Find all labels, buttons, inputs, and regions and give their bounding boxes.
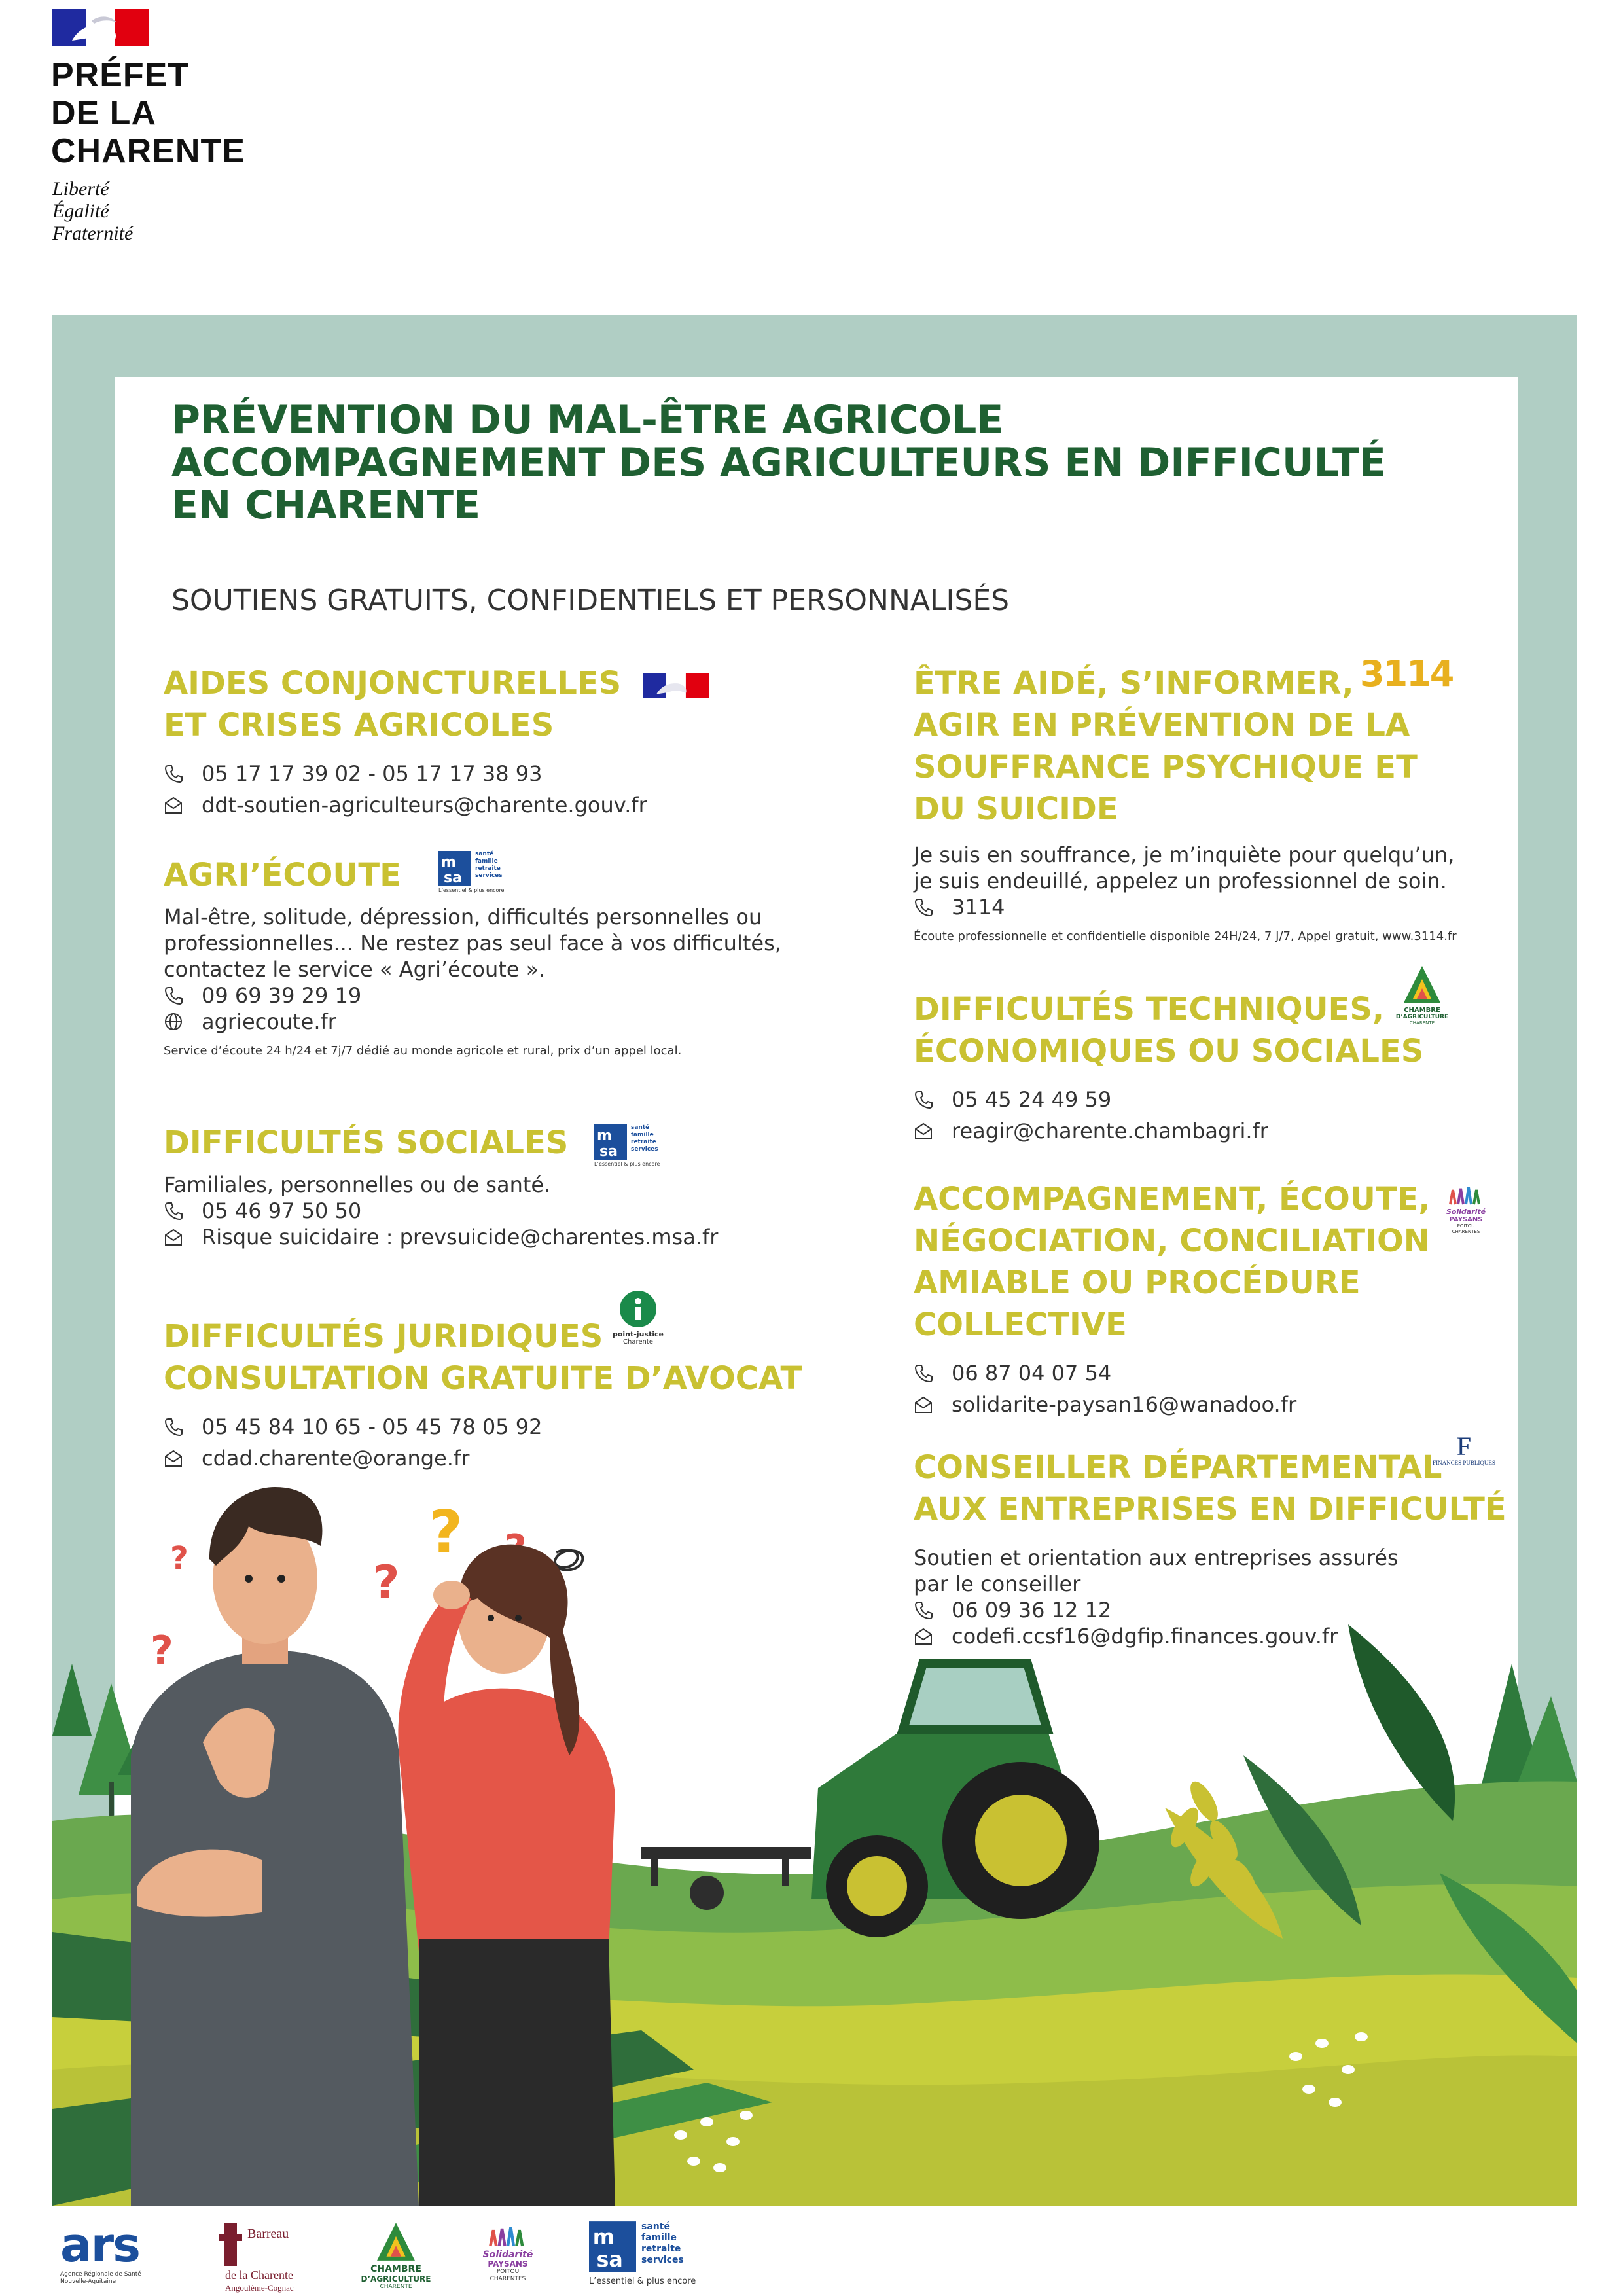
chambre-agriculture-logo: CHAMBRE D’AGRICULTURE CHARENTE: [353, 2221, 438, 2290]
question-mark-icon: ?: [373, 1556, 400, 1609]
globe-icon: [164, 1012, 183, 1031]
section-heading: AIDES CONJONCTURELLES ET CRISES AGRICOLES: [164, 665, 622, 744]
prefet-charente-title: PRÉFET DE LA CHARENTE: [51, 56, 245, 170]
service-note: Service d’écoute 24 h/24 et 7j/7 dédié au monde agricole et rural, prix d’un appel local.: [164, 1044, 682, 1058]
body-text: par le conseiller: [914, 1571, 1081, 1596]
solidarite-paysans-logo: Solidarité PAYSANS POITOU CHARENTES: [1440, 1182, 1492, 1235]
contact-phone: 09 69 39 29 19: [164, 982, 781, 1009]
section-heading: DIFFICULTÉS SOCIALES: [164, 1124, 569, 1161]
phone-icon: [164, 986, 183, 1005]
mail-icon: [914, 1121, 933, 1141]
msa-logo: m sa santé famille retraite services L’essentiel & plus encore: [589, 2221, 696, 2286]
marianne-flag-logo: [52, 9, 149, 46]
phone-icon: [164, 1417, 183, 1437]
contact-phone: 05 17 17 39 02 - 05 17 17 38 93: [164, 761, 647, 787]
mail-icon: [164, 1448, 183, 1468]
section-difficultes-juridiques: [164, 1316, 802, 1471]
section-difficultes-techniques: [914, 988, 1423, 1144]
phone-icon: [914, 1363, 933, 1383]
3114-logo: 3114: [1360, 653, 1454, 694]
contact-phone: 06 87 04 07 54: [914, 1360, 1431, 1386]
chambre-agriculture-logo: CHAMBRE D’AGRICULTURE CHARENTE: [1386, 965, 1458, 1026]
phone-icon: [164, 764, 183, 783]
mail-icon: [164, 1227, 183, 1247]
finances-publiques-logo: F FINANCES PUBLIQUES: [1433, 1431, 1495, 1466]
mail-icon: [914, 1626, 933, 1646]
msa-logo: m sa santé famille retraite services L’essentiel & plus encore: [594, 1124, 660, 1167]
svg-text:m: m: [592, 2225, 615, 2250]
mail-icon: [164, 795, 183, 815]
contact-website[interactable]: agriecoute.fr: [164, 1009, 781, 1035]
contact-phone: 05 45 24 49 59: [914, 1086, 1423, 1113]
state-logo: [643, 673, 709, 698]
section-etre-aide: [914, 662, 1457, 945]
svg-text:m: m: [597, 1128, 612, 1144]
phone-icon: [164, 1201, 183, 1221]
section-accompagnement: [914, 1178, 1431, 1418]
question-mark-icon: ?: [170, 1540, 188, 1577]
body-text: professionnelles... Ne restez pas seul face à vos difficultés,: [164, 931, 781, 956]
body-text: Je suis en souffrance, je m’inquiète pour quelqu’un,: [914, 842, 1455, 867]
republic-motto: Liberté Égalité Fraternité: [52, 178, 134, 244]
contact-phone: 05 46 97 50 50: [164, 1198, 718, 1224]
svg-text:sa: sa: [596, 2248, 623, 2272]
section-aides-conjoncturelles: [164, 662, 647, 818]
phone-icon: [914, 1090, 933, 1109]
poster-subtitle: SOUTIENS GRATUITS, CONFIDENTIELS ET PERSONNALISÉS: [171, 584, 1010, 617]
poster-title: PRÉVENTION DU MAL-ÊTRE AGRICOLE ACCOMPAGNEMENT DES AGRICULTEURS EN DIFFICULTÉ EN CHARENTE: [171, 397, 1386, 528]
contact-phone: 06 09 36 12 12: [914, 1597, 1507, 1623]
solidarite-paysans-logo: Solidarité PAYSANS POITOU CHARENTES: [475, 2221, 541, 2283]
contact-email[interactable]: reagir@charente.chambagri.fr: [914, 1118, 1423, 1144]
svg-text:sa: sa: [444, 870, 462, 886]
contact-email[interactable]: solidarite-paysan16@wanadoo.fr: [914, 1391, 1431, 1418]
section-heading: DIFFICULTÉS TECHNIQUES, ÉCONOMIQUES OU SOCIALES: [914, 991, 1424, 1069]
body-text: contactez le service « Agri’écoute ».: [164, 957, 546, 982]
phone-icon: [914, 1600, 933, 1620]
section-heading: AGRI’ÉCOUTE: [164, 857, 401, 893]
msa-logo: m sa santé famille retraite services L’essentiel & plus encore: [438, 851, 505, 893]
body-text: Soutien et orientation aux entreprises assurés: [914, 1545, 1399, 1570]
point-justice-logo: point-justice Charente: [609, 1291, 668, 1356]
svg-text:m: m: [441, 854, 456, 870]
body-text: Mal-être, solitude, dépression, difficultés personnelles ou: [164, 905, 762, 929]
contact-email[interactable]: cdad.charente@orange.fr: [164, 1445, 802, 1471]
body-text: Familiales, personnelles ou de santé.: [164, 1172, 551, 1197]
contact-email[interactable]: Risque suicidaire : prevsuicide@charentes.msa.fr: [164, 1224, 718, 1250]
contact-email[interactable]: ddt-soutien-agriculteurs@charente.gouv.fr: [164, 792, 647, 818]
question-mark-icon: ?: [151, 1628, 173, 1674]
section-heading: DIFFICULTÉS JURIDIQUES CONSULTATION GRATUITE D’AVOCAT: [164, 1318, 802, 1397]
contact-phone: 05 45 84 10 65 - 05 45 78 05 92: [164, 1414, 802, 1440]
ars-logo: ars Agence Régionale de Santé Nouvelle-Aquitaine: [60, 2217, 141, 2285]
section-conseiller-departemental: [914, 1446, 1507, 1649]
section-heading: CONSEILLER DÉPARTEMENTAL AUX ENTREPRISES EN DIFFICULTÉ: [914, 1449, 1507, 1528]
mail-icon: [914, 1395, 933, 1414]
contact-phone: 3114: [914, 894, 1457, 920]
contact-email[interactable]: codefi.ccsf16@dgfip.finances.gouv.fr: [914, 1623, 1507, 1649]
service-note: Écoute professionnelle et confidentielle disponible 24H/24, 7 J/7, Appel gratuit, www.3114.fr: [914, 929, 1457, 943]
svg-text:sa: sa: [599, 1143, 618, 1160]
section-heading: ÊTRE AIDÉ, S’INFORMER, AGIR EN PRÉVENTION DE LA SOUFFRANCE PSYCHIQUE ET DU SUICIDE: [914, 665, 1418, 827]
question-mark-icon: ?: [429, 1498, 463, 1567]
footer-partner-logos: ars Agence Régionale de Santé Nouvelle-Aquitaine Barreau de la Charente Angoulême-Cognac CHAMBRE D’AGRICULTURE CHARENTE Solidarité PAYSANS POITOU CHARENTES m sa santé famille retraite services L’essentiel & plus encore: [52, 2219, 785, 2296]
section-heading: ACCOMPAGNEMENT, ÉCOUTE, NÉGOCIATION, CONCILIATION AMIABLE OU PROCÉDURE COLLECTIVE: [914, 1181, 1431, 1343]
phone-icon: [914, 897, 933, 917]
body-text: je suis endeuillé, appelez un professionnel de soin.: [914, 869, 1447, 893]
